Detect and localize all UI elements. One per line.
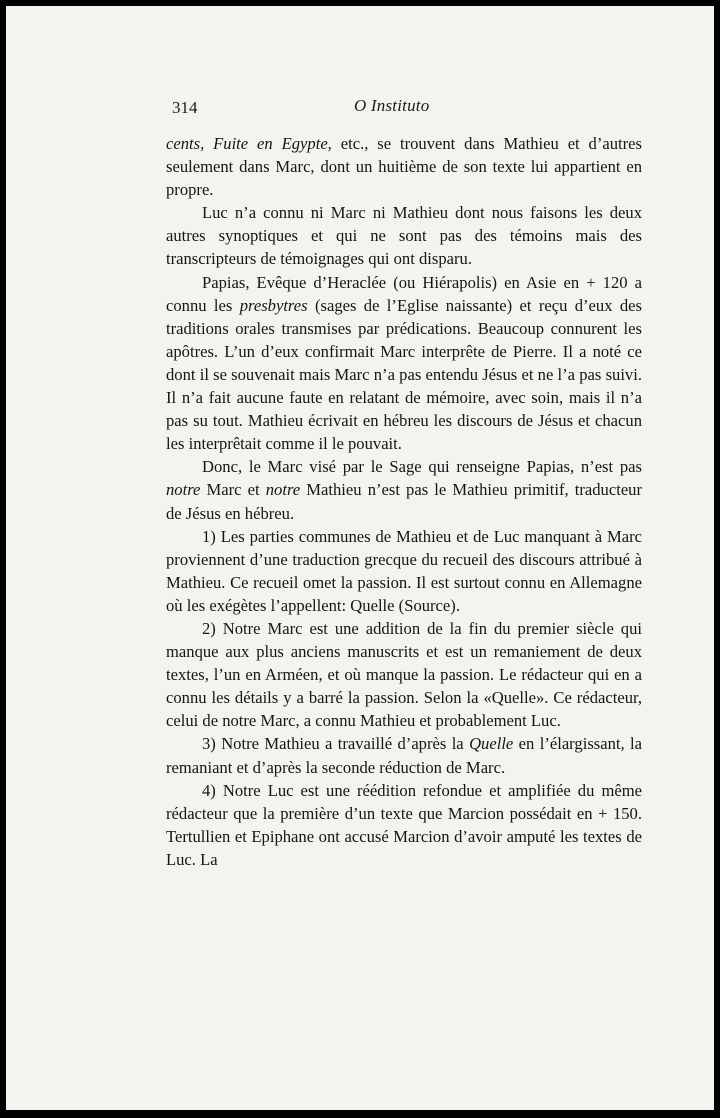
text-span: Luc n’a connu ni Marc ni Mathieu dont nous faisons les deux autres synoptiques et qui ne sont pas des témoins mais des transcripteurs de témoignages qui ont disparu. — [166, 203, 642, 269]
page-header — [166, 94, 466, 118]
text-span: 3) Notre Mathieu a travaillé d’après la — [202, 734, 470, 754]
running-title: O Instituto — [354, 96, 430, 115]
paragraph — [166, 201, 642, 270]
text-span: en l’élargissant, la remaniant et d’après la seconde réduction de Marc. — [166, 734, 643, 777]
text-span: 2) Notre Marc est une addition de la fin du premier siècle qui manque aux plus anciens manuscrits et est un remaniement de deux textes, l’un en Arméen, et où manque la passion. Le rédacteur qui en a connu les détails y a barré la passion. Selon la «Quelle». Ce rédacteur, celui de notre Marc, a connu Mathieu et probablement Luc. — [166, 618, 642, 731]
text-span: Marc et — [200, 480, 266, 500]
text-span-italic: presbytres — [239, 295, 308, 315]
text-span-italic: cents, Fuite en Egypte, — [166, 134, 332, 153]
text-span: Mathieu n’est pas le Mathieu primitif, traducteur de Jésus en hébreu. — [166, 480, 643, 523]
text-span: Donc, le Marc visé par le Sage qui renseigne Papias, n’est pas — [202, 457, 642, 477]
paragraph — [166, 271, 642, 456]
text-span-italic: Quelle — [469, 734, 514, 754]
text-span: 4) Notre Luc est une réédition refondue et amplifiée du même rédacteur que la première d’un texte que Marcion possédait en + 150. Tertullien et Epiphane ont accusé Marcion d’avoir amputé les textes de Luc. La — [166, 780, 642, 869]
text-span: etc., se trouvent dans Mathieu et d’autres seulement dans Marc, dont un huitième de son texte lui appartient en propre. — [166, 134, 643, 200]
text-span: 1) Les parties communes de Mathieu et de Luc manquant à Marc proviennent d’une traduction grecque du recueil des discours attribué à Mathieu. Ce recueil omet la passion. Il est surtout connu en Allemagne où les exégètes l’appellent: Quelle (Source). — [166, 526, 642, 615]
paragraph — [166, 779, 642, 871]
paragraph — [166, 732, 642, 778]
text-span: Papias, Evêque d’Heraclée (ou Hiérapolis) en Asie en + 120 a connu les — [166, 272, 642, 315]
text-span-italic: notre — [265, 480, 301, 500]
paragraph — [166, 617, 642, 732]
paragraph — [166, 132, 642, 201]
document-page — [6, 6, 714, 1110]
page-number: 314 — [172, 98, 198, 117]
text-span: (sages de l’Eglise naissante) et reçu d’eux des traditions orales transmises par prédications. Beaucoup connurent les apôtres. L’un d’eux confirmait Marc interprête de Pierre. Il a noté ce dont il se souvenait mais Marc n’a pas entendu Jésus et ne l’a pas suivi. Il n’a fait aucune faute en relatant de mémoire, avec soin, mais il n’a pas su tout. Mathieu écrivait en hébreu les discours de Jésus et chacun les interprêtait comme il le pouvait. — [166, 295, 642, 454]
paragraph — [166, 525, 642, 617]
body-text — [166, 132, 642, 871]
text-span-italic: notre — [166, 480, 201, 500]
paragraph — [166, 455, 642, 524]
